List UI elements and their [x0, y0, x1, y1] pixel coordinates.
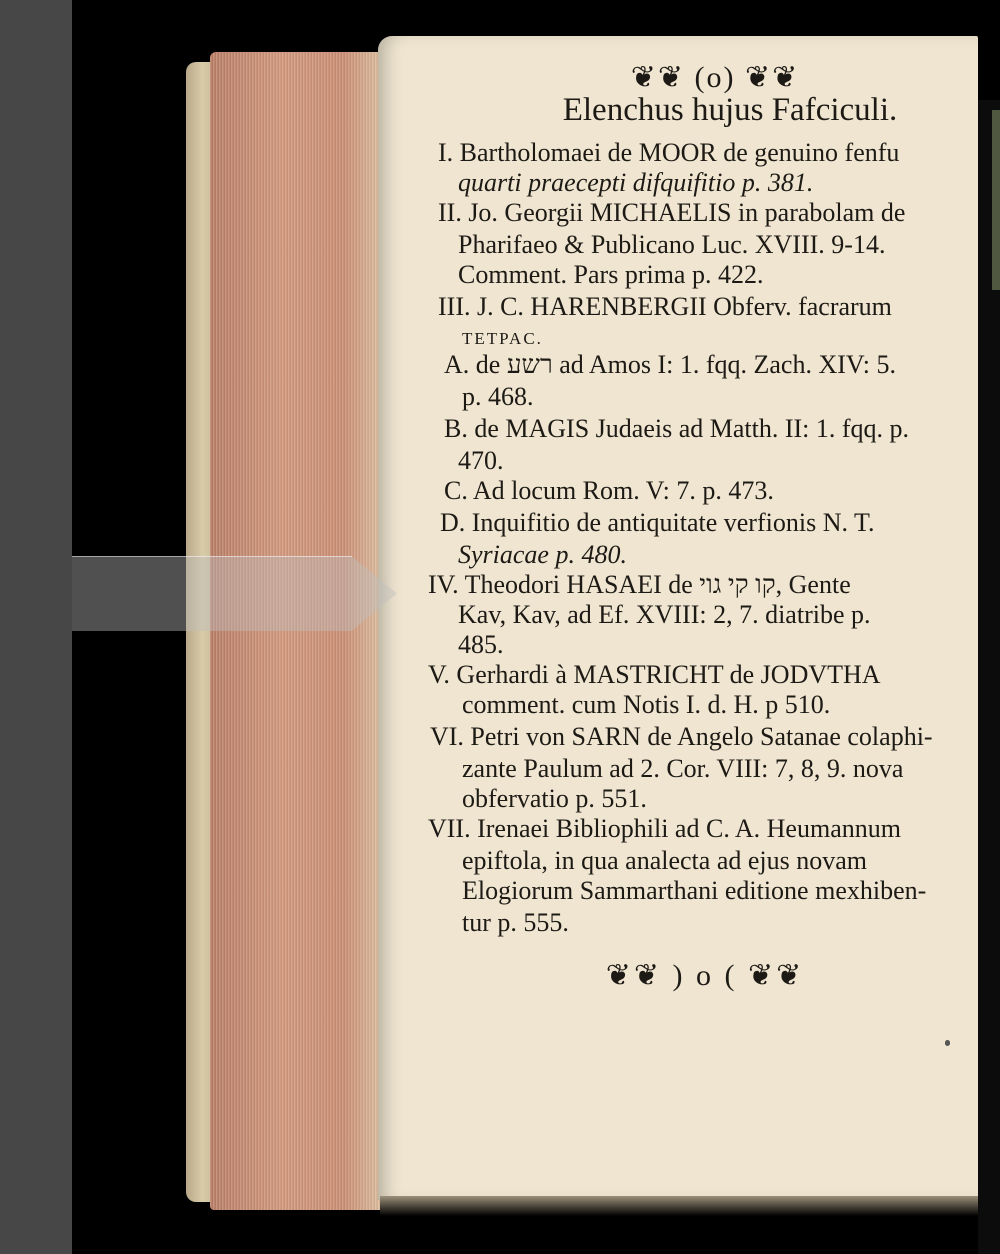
toc-line: comment. cum Notis I. d. H. p 510.: [462, 690, 831, 719]
toc-line: II. Jo. Georgii MICHAELIS in parabolam de: [438, 198, 906, 227]
toc-line: tur p. 555.: [462, 908, 569, 937]
header-ornament: ❦❦ (o) ❦❦: [630, 61, 800, 94]
toc-line: obfervatio p. 551.: [462, 784, 647, 813]
toc-line: Comment. Pars prima p. 422.: [458, 260, 764, 289]
toc-line: V. Gerhardi à MASTRICHT de JODVTHA: [428, 660, 881, 689]
toc-line: quarti praecepti difquifitio p. 381.: [458, 168, 814, 197]
toc-line: 470.: [458, 446, 504, 475]
toc-line: Kav, Kav, ad Ef. XVIII: 2, 7. diatribe p.: [458, 600, 871, 629]
toc-line: B. de MAGIS Judaeis ad Matth. II: 1. fqq. p.: [444, 414, 910, 443]
toc-line: D. Inquifitio de antiquitate verfionis N. T.: [440, 508, 875, 537]
toc-line: zante Paulum ad 2. Cor. VIII: 7, 8, 9. nova: [462, 754, 904, 783]
toc-line: C. Ad locum Rom. V: 7. p. 473.: [444, 476, 774, 505]
toc-line: IV. Theodori HASAEI de קו קי גוי, Gente: [428, 570, 851, 599]
toc-line: III. J. C. HARENBERGII Obferv. facrarum: [438, 292, 892, 321]
toc-line: Syriacae p. 480.: [458, 540, 627, 569]
toc-line: VI. Petri von SARN de Angelo Satanae colaphi-: [430, 722, 933, 751]
toc-line: 485.: [458, 630, 504, 659]
toc-line: A. de רשע ad Amos I: 1. fqq. Zach. XIV: 5.: [444, 350, 896, 379]
toc-line: p. 468.: [462, 382, 534, 411]
page-title: Elenchus hujus Fafciculi.: [562, 92, 898, 128]
toc-line: VII. Irenaei Bibliophili ad C. A. Heumannum: [428, 814, 901, 843]
toc-line: Pharifaeo & Publicano Luc. XVIII. 9-14.: [458, 230, 886, 259]
toc-line: TETPAC.: [462, 329, 543, 348]
ink-speck: [945, 1040, 950, 1046]
toc-line: Elogiorum Sammarthani editione mexhiben-: [462, 876, 927, 905]
toc-line: I. Bartholomaei de MOOR de genuino fenfu: [438, 138, 900, 167]
toc-line: epiftola, in qua analecta ad ejus novam: [462, 846, 868, 875]
footer-ornament: ❦❦ ) o ( ❦❦: [605, 959, 805, 992]
